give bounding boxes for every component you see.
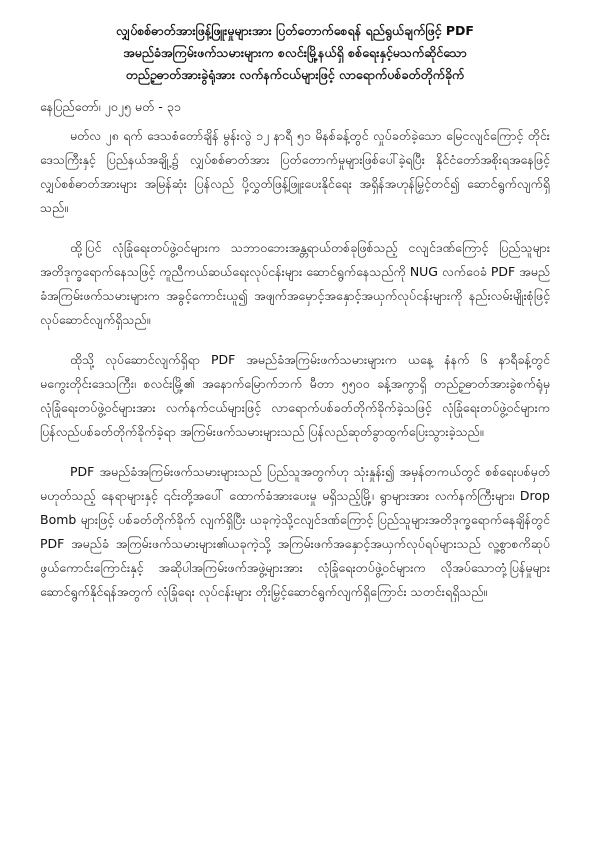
title-line-3: တည်ဉ့ဓာတ်အားခွဲရုံအား လက်နက်ငယ်များဖြင့် လာရောက်ပစ်ခတ်တိုက်ခိုက်	[125, 67, 465, 82]
title-line-2: အမည်ခံအကြမ်းဖက်သမားများက စလင်းမြို့နယ်ရှိ စစ်ရေးနှင့်မသက်ဆိုင်သော	[123, 45, 467, 60]
paragraph-3: ထိုသို့ လုပ်ဆောင်လျက်ရှိရာ PDF အမည်ခံအကြမ်းဖက်သမားများက ယနေ့ နံနက် ၆ နာရီခန့်တွင် မကွေးတိုင်းဒေသကြီး၊ စလင်းမြို့၏ အနောက်မြောက်ဘက် မီတာ ၅၅၀၀ ခန့်အကွာရှိ တည်ဉ့ဓာတ်အားခွဲစက်ရုံမှ လုံခြုံရေးတပ်ဖွဲ့ဝင်များအား လက်နက်ငယ်များဖြင့် လာရောက်ပစ်ခတ်တိုက်ခိုက်ခဲ့သဖြင့် လုံခြုံရေးတပ်ဖွဲ့ဝင်များက ပြန်လည်ပစ်ခတ်တိုက်ခိုက်ခဲ့ရာ အကြမ်းဖက်သမားများသည် ပြန်လည်ဆုတ်ခွာထွက်ပြေးသွားခဲ့သည်။	[40, 352, 550, 439]
title-line-1: လျှပ်စစ်ဓာတ်အားဖြန့်ဖြူးမှုများအား ပြတ်တောက်စေရန် ရည်ရွယ်ချက်ဖြင့် PDF	[116, 23, 474, 38]
paragraph-4: PDF အမည်ခံအကြမ်းဖက်သမားများသည် ပြည်သူအတွက်ဟု သုံးနှုန်း၍ အမှန်တကယ်တွင် စစ်ရေးပစ်မှတ်မဟုတ်သည့် နေရာများနှင့် ၎င်းတို့အပေါ် ထောက်ခံအားပေးမှု မရှိသည့်မြို့၊ ရွာများအား လက်နက်ကြီးများ၊ Drop Bomb များဖြင့် ပစ်ခတ်တိုက်ခိုက် လျက်ရှိပြီး ယခုကဲ့သို့ငလျင်ဒဏ်ကြောင့် ပြည်သူများအတိဒုက္ခရောက်နေချိန်တွင် PDF အမည်ခံ အကြမ်းဖက်သမားများ၏ယခုကဲ့သို့ အကြမ်းဖက်အနှောင့်အယှက်လုပ်ရပ်များသည် လူ့စွာစကိဆုပ်ဖွယ်ကောင်းကြောင်းနှင့် အဆိုပါအကြမ်းဖက်အဖွဲ့များအား လုံခြုံရေးတပ်ဖွဲ့ဝင်များက လိုအပ်သောတုံ့ပြန်မှုများ ဆောင်ရွက်နိုင်ရန်အတွက် လုံခြုံရေး လုပ်ငန်းများ တိုးမြှင့်ဆောင်ရွက်လျက်ရှိကြောင်း သတင်းရရှိသည်။	[40, 464, 550, 599]
dateline: နေပြည်တော်၊ ၂၀၂၅ မတ် - ၃၁	[40, 99, 181, 114]
paragraph-1: မတ်လ ၂၈ ရက် ဒေသစံတော်ချိန် မွန်းလွဲ ၁၂ နာရီ ၅၁ မိနစ်ခန့်တွင် လှုပ်ခတ်ခဲ့သော မြေငလျင်ကြောင့် တိုင်းဒေသကြီးနှင့် ပြည်နယ်အချို့၌ လျှပ်စစ်ဓာတ်အား ပြတ်တောက်မှုများဖြစ်ပေါ်ခဲ့ရပြီး နိုင်ငံတော်အစိုးရအနေဖြင့် လျှပ်စစ်ဓာတ်အားများ အမြန်ဆုံး ပြန်လည် ပို့လွှတ်ဖြန့်ဖြူးပေးနိုင်ရေး အရှိန်အဟုန်မြှင့်တင်၍ ဆောင်ရွက်လျက်ရှိသည်။	[40, 128, 550, 215]
document-title	[40, 20, 550, 86]
paragraph-2: ထို့ပြင် လုံခြုံရေးတပ်ဖွဲ့ဝင်များက သဘာဝဘေးအန္တရာယ်တစ်ခုဖြစ်သည့် ငလျင်ဒဏ်ကြောင့် ပြည်သူများအတိဒုက္ခရောက်နေသဖြင့် ကူညီကယ်ဆယ်ရေးလုပ်ငန်းများ ဆောင်ရွက်နေသည်ကို NUG လက်ဝေခံ PDF အမည်ခံအကြမ်းဖက်သမားများက အခွင့်ကောင်းယူ၍ အဖျက်အမှောင့်အနှောင့်အယှက်လုပ်ငန်းများကို နည်းလမ်းမျိုးစုံဖြင့် လုပ်ဆောင်လျက်ရှိသည်။	[40, 240, 550, 327]
